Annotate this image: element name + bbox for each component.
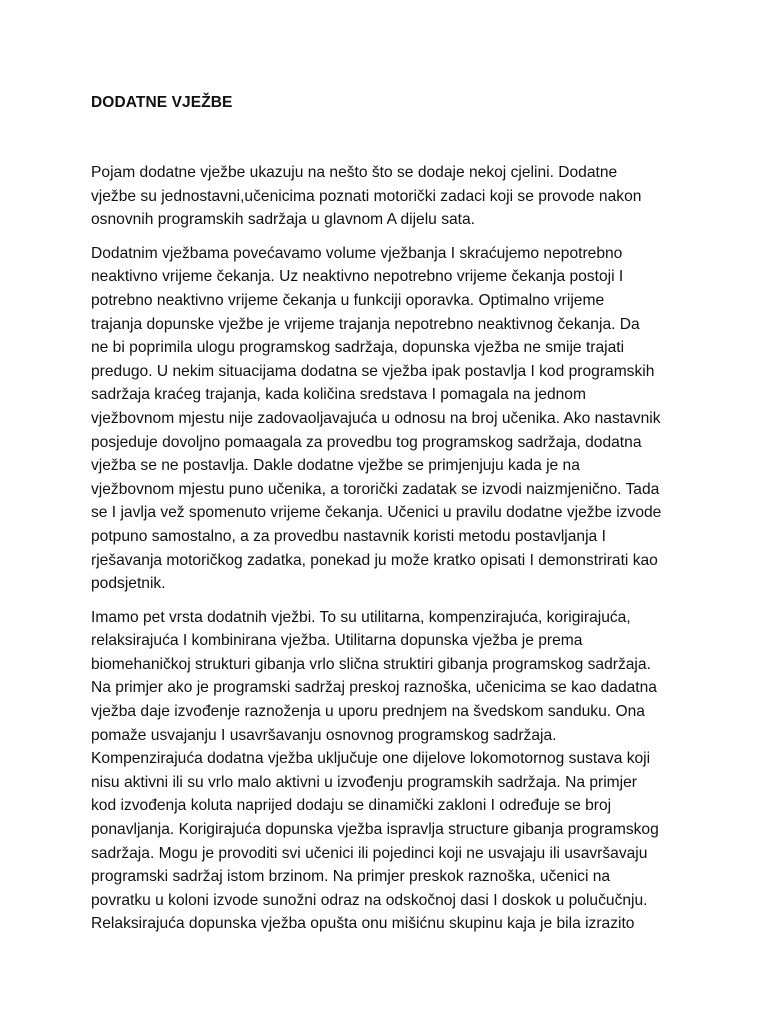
text-line: vježbe su jednostavni,učenicima poznati motorički zadaci koji se provode nakon — [91, 187, 642, 205]
text-line: ponavljanja. Korigirajuća dopunska vježba ispravlja structure gibanja programskog — [91, 821, 659, 839]
text-line: trajanja dopunske vježbe je vrijeme trajanja nepotrebno neaktivnog čekanja. Da — [91, 315, 640, 333]
document-title: DODATNE VJEŽBE — [91, 94, 233, 111]
paragraph-1 — [91, 161, 721, 232]
text-line: Na primjer ako je programski sadržaj preskoj raznoška, učenicima se kao dadatna — [91, 679, 657, 697]
text-line: biomehaničkoj strukturi gibanja vrlo slična struktiri gibanja programskog sadržaja. — [91, 655, 651, 673]
text-line: osnovnih programskih sadržaja u glavnom A dijelu sata. — [91, 211, 475, 229]
text-line: sadržaja kraćeg trajanja, kada količina sredstava I pomagala na jednom — [91, 386, 586, 404]
text-line: kod izvođenja koluta naprijed dodaju se dinamički zakloni I određuje se broj — [91, 797, 612, 815]
text-line: relaksirajuća I kombinirana vježba. Utilitarna dopunska vježba je prema — [91, 632, 583, 650]
text-line: Kompenzirajuća dodatna vježba uključuje one dijelove lokomotornog sustava koji — [91, 750, 651, 768]
text-line: Pojam dodatne vježbe ukazuju na nešto što se dodaje nekoj cjelini. Dodatne — [91, 164, 618, 181]
document-body — [91, 161, 721, 946]
text-line: Relaksirajuća dopunska vježba opušta onu mišićnu skupinu kaja je bila izrazito — [91, 915, 635, 933]
text-line: pomaže usvajanju I usavršavanju osnovnog programskog sadržaja. — [91, 726, 557, 744]
text-line: podsjetnik. — [91, 575, 166, 593]
text-line: se I javlja vež spomenuto vrijeme čekanja. Učenici u pravilu dodatne vježbe izvode — [91, 504, 662, 522]
text-line: vježbovnom mjestu nije zadovaoljavajuća u odnosu na broj učenika. Ako nastavnik — [91, 409, 661, 427]
text-line: ne bi poprimila ulogu programskog sadržaja, dopunska vježba ne smije trajati — [91, 339, 625, 357]
text-line: neaktivno vrijeme čekanja. Uz neaktivno nepotrebno vrijeme čekanja postoji I — [91, 268, 624, 286]
paragraph-2 — [91, 242, 721, 596]
text-line: rješavanja motoričkog zadatka, ponekad ju može kratko opisati I demonstrirati kao — [91, 551, 658, 569]
text-line: povratku u koloni izvode sunožni odraz na odskočnoj dasi I doskok u polučučnju. — [91, 891, 648, 909]
text-line: predugo. U nekim situacijama dodatna se vježba ipak postavlja I kod programskih — [91, 362, 655, 380]
text-line: potrebno neaktivno vrijeme čekanja u funkciji oporavka. Optimalno vrijeme — [91, 291, 605, 309]
text-line: vježba daje izvođenje raznoženja u uporu prednjem na švedskom sanduku. Ona — [91, 703, 645, 721]
text-line: posjeduje dovoljno pomaagala za provedbu tog programskog sadržaja, dodatna — [91, 433, 642, 451]
text-line: vježba se ne postavlja. Dakle dodatne vježbe se primjenjuju kada je na — [91, 457, 580, 475]
text-line: Imamo pet vrsta dodatnih vježbi. To su utilitarna, kompenzirajuća, korigirajuća, — [91, 608, 631, 626]
paragraph-3 — [91, 606, 721, 936]
text-line: programski sadržaj istom brzinom. Na primjer preskok raznoška, učenici na — [91, 868, 611, 886]
text-line: vježbovnom mjestu puno učenika, a tororički zadatak se izvodi naizmjenično. Tada — [91, 480, 660, 498]
text-line: nisu aktivni ili su vrlo malo aktivni u izvođenju programskih sadržaja. Na primjer — [91, 773, 637, 791]
text-line: potpuno samostalno, a za provedbu nastavnik koristi metodu postavljanja I — [91, 527, 606, 545]
text-line: Dodatnim vježbama povećavamo volume vježbanja I skraćujemo nepotrebno — [91, 244, 623, 262]
text-line: sadržaja. Mogu je provoditi svi učenici ili pojedinci koji ne usvajaju ili usavršavaju — [91, 844, 648, 862]
